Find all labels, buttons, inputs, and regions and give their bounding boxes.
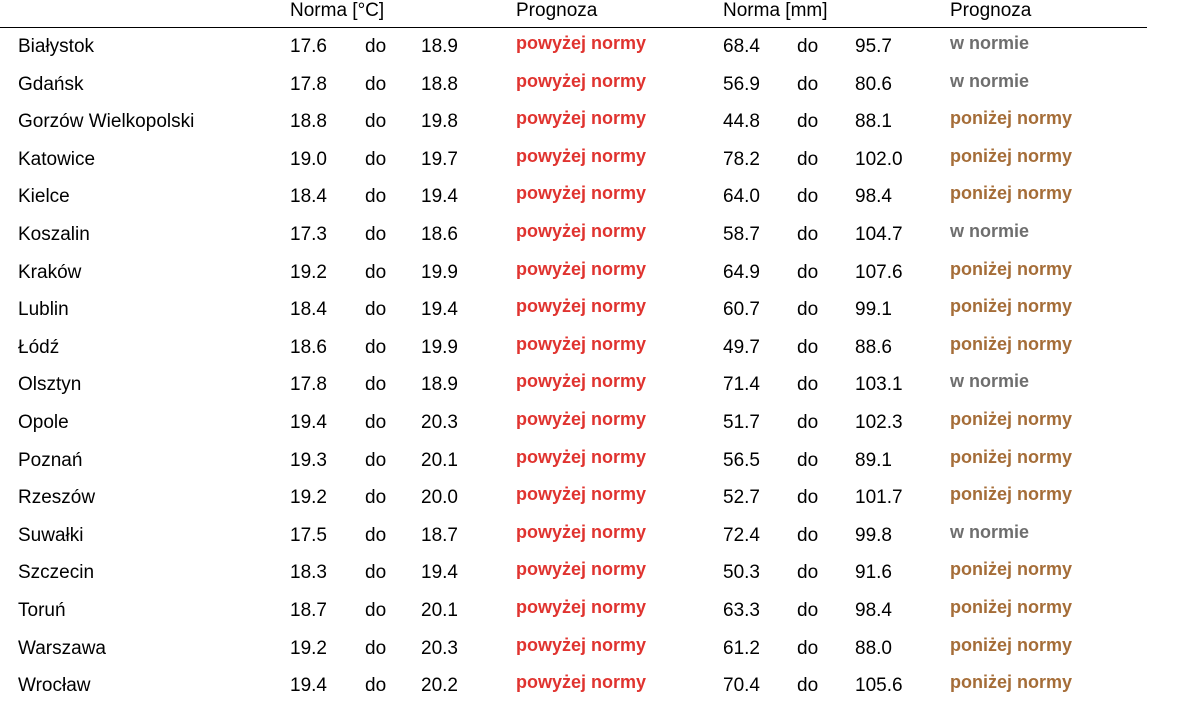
table-row	[0, 178, 1147, 215]
precip-norm-separator: do	[797, 487, 819, 509]
precip-norm-min: 68.4	[723, 36, 760, 57]
precip-forecast-status: poniżej normy	[950, 409, 1073, 429]
precip-forecast-status: w normie	[950, 371, 1030, 392]
city-name: Warszawa	[18, 637, 106, 659]
precip-norm-max: 105.6	[855, 675, 903, 697]
precip-norm-max: 98.4	[855, 600, 892, 621]
temp-norm-separator: do	[365, 148, 387, 170]
precip-forecast-status: poniżej normy	[950, 333, 1073, 354]
precip-norm-separator: do	[797, 148, 819, 170]
precip-norm-min: 71.4	[723, 374, 760, 396]
precip-forecast-status: poniżej normy	[950, 108, 1073, 129]
temp-norm-max: 19.9	[421, 336, 458, 358]
temp-norm-max: 18.6	[421, 224, 458, 245]
table-row	[0, 141, 1147, 178]
temp-forecast-status: powyżej normy	[516, 145, 647, 166]
temp-forecast-status: powyżej normy	[516, 559, 647, 580]
table-row	[0, 66, 1147, 103]
precip-forecast-status: w normie	[950, 521, 1030, 542]
temp-norm-separator: do	[365, 412, 387, 433]
temp-norm-min: 19.4	[290, 412, 327, 433]
temp-norm-separator: do	[365, 524, 387, 546]
temp-forecast-status: powyżej normy	[516, 672, 647, 693]
precip-norm-separator: do	[797, 449, 819, 471]
city-name: Rzeszów	[18, 487, 96, 509]
precip-norm-min: 64.0	[723, 186, 760, 208]
precip-norm-separator: do	[797, 36, 819, 57]
temp-forecast-status: powyżej normy	[516, 597, 647, 617]
precip-norm-max: 89.1	[855, 449, 892, 471]
header-precip-norm: Norma [mm]	[723, 0, 828, 21]
temp-norm-min: 18.6	[290, 336, 327, 358]
precip-norm-separator: do	[797, 524, 819, 546]
precip-norm-min: 64.9	[723, 261, 760, 283]
city-name: Kraków	[18, 261, 82, 283]
temp-norm-max: 20.1	[421, 449, 458, 471]
precip-norm-max: 88.6	[855, 336, 892, 358]
precip-norm-max: 102.3	[855, 412, 903, 433]
temp-forecast-status: powyżej normy	[516, 333, 647, 354]
precip-norm-min: 56.9	[723, 73, 760, 95]
temp-norm-separator: do	[365, 36, 387, 57]
temp-norm-max: 18.8	[421, 73, 458, 95]
precip-forecast-status: w normie	[950, 33, 1030, 53]
temp-forecast-status: powyżej normy	[516, 634, 647, 655]
precip-norm-max: 98.4	[855, 186, 892, 208]
temp-forecast-status: powyżej normy	[516, 409, 647, 429]
temp-forecast-status: powyżej normy	[516, 221, 647, 241]
table-row	[0, 667, 1147, 704]
temp-norm-max: 18.9	[421, 374, 458, 396]
city-name: Wrocław	[18, 675, 91, 697]
city-name: Poznań	[18, 449, 83, 471]
precip-norm-max: 80.6	[855, 73, 892, 95]
precip-norm-max: 99.8	[855, 524, 892, 546]
precip-norm-max: 88.0	[855, 637, 892, 659]
temp-norm-separator: do	[365, 675, 387, 697]
city-name: Olsztyn	[18, 374, 82, 396]
city-name: Opole	[18, 412, 69, 433]
precip-norm-min: 50.3	[723, 562, 760, 584]
precip-norm-min: 63.3	[723, 600, 760, 621]
precip-norm-min: 58.7	[723, 224, 760, 245]
city-name: Białystok	[18, 36, 95, 57]
precip-norm-min: 49.7	[723, 336, 760, 358]
temp-norm-separator: do	[365, 261, 387, 283]
temp-norm-max: 19.8	[421, 111, 458, 133]
table-row	[0, 291, 1147, 328]
precip-norm-min: 51.7	[723, 412, 760, 433]
header-precip-forecast: Prognoza	[950, 0, 1032, 21]
temp-norm-min: 18.8	[290, 111, 327, 133]
temp-norm-min: 17.6	[290, 36, 327, 57]
city-name: Gorzów Wielkopolski	[18, 111, 195, 133]
precip-norm-max: 107.6	[855, 261, 903, 283]
temp-norm-max: 18.7	[421, 524, 458, 546]
city-name: Katowice	[18, 148, 96, 170]
precip-forecast-status: poniżej normy	[950, 183, 1073, 204]
temp-norm-separator: do	[365, 186, 387, 208]
temp-norm-max: 20.3	[421, 637, 458, 659]
precip-norm-separator: do	[797, 374, 819, 396]
precip-norm-separator: do	[797, 562, 819, 584]
temp-norm-min: 17.8	[290, 374, 327, 396]
precip-norm-max: 91.6	[855, 562, 892, 584]
precip-norm-min: 44.8	[723, 111, 760, 133]
temp-forecast-status: powyżej normy	[516, 484, 647, 505]
temp-norm-min: 19.0	[290, 148, 327, 170]
temp-forecast-status: powyżej normy	[516, 70, 647, 91]
temp-norm-max: 20.1	[421, 600, 458, 621]
table-row	[0, 479, 1147, 516]
table-row	[0, 630, 1147, 667]
precip-forecast-status: poniżej normy	[950, 634, 1073, 655]
temp-forecast-status: powyżej normy	[516, 296, 647, 317]
city-name: Toruń	[18, 600, 66, 621]
temp-norm-min: 17.5	[290, 524, 327, 546]
temp-forecast-status: powyżej normy	[516, 33, 647, 53]
table-row	[0, 442, 1147, 479]
precip-norm-separator: do	[797, 224, 819, 245]
temp-forecast-status: powyżej normy	[516, 371, 647, 392]
precip-norm-min: 60.7	[723, 299, 760, 321]
precip-norm-min: 52.7	[723, 487, 760, 509]
temp-forecast-status: powyżej normy	[516, 521, 647, 542]
precip-norm-min: 70.4	[723, 675, 760, 697]
city-name: Suwałki	[18, 524, 84, 546]
table-row	[0, 329, 1147, 366]
precip-forecast-status: poniżej normy	[950, 258, 1073, 279]
precip-forecast-status: poniżej normy	[950, 559, 1073, 580]
table-row	[0, 366, 1147, 403]
header-temp-norm: Norma [°C]	[290, 0, 385, 21]
precip-norm-max: 102.0	[855, 148, 903, 170]
header-temp-forecast: Prognoza	[516, 0, 598, 21]
table-row	[0, 28, 1147, 65]
precip-norm-min: 56.5	[723, 449, 760, 471]
temp-norm-separator: do	[365, 299, 387, 321]
temp-norm-min: 19.2	[290, 487, 327, 509]
temp-forecast-status: powyżej normy	[516, 446, 647, 467]
precip-forecast-status: w normie	[950, 221, 1030, 241]
city-name: Lublin	[18, 299, 69, 321]
temp-norm-separator: do	[365, 449, 387, 471]
city-name: Kielce	[18, 186, 70, 208]
precip-norm-separator: do	[797, 73, 819, 95]
precip-forecast-status: poniżej normy	[950, 296, 1073, 317]
temp-norm-max: 18.9	[421, 36, 458, 57]
temp-norm-min: 18.7	[290, 600, 327, 621]
temp-norm-separator: do	[365, 111, 387, 133]
temp-norm-min: 17.8	[290, 73, 327, 95]
temp-norm-min: 17.3	[290, 224, 327, 245]
temp-norm-separator: do	[365, 637, 387, 659]
precip-norm-min: 78.2	[723, 148, 760, 170]
table-row	[0, 103, 1147, 140]
table-row	[0, 254, 1147, 291]
city-name: Szczecin	[18, 562, 95, 584]
city-name: Łódź	[18, 336, 60, 358]
temp-norm-min: 19.3	[290, 449, 327, 471]
temp-norm-separator: do	[365, 336, 387, 358]
temp-norm-max: 19.4	[421, 562, 458, 584]
precip-norm-max: 104.7	[855, 224, 903, 245]
precip-norm-max: 101.7	[855, 487, 903, 509]
table-row	[0, 592, 1147, 629]
precip-norm-min: 61.2	[723, 637, 760, 659]
temp-norm-max: 20.3	[421, 412, 458, 433]
precip-forecast-status: poniżej normy	[950, 446, 1073, 467]
temp-norm-min: 19.2	[290, 261, 327, 283]
temp-norm-max: 19.4	[421, 186, 458, 208]
precip-norm-max: 88.1	[855, 111, 892, 133]
temp-norm-min: 19.4	[290, 675, 327, 697]
temp-norm-max: 20.0	[421, 487, 458, 509]
temp-norm-max: 19.4	[421, 299, 458, 321]
precip-norm-separator: do	[797, 299, 819, 321]
precip-norm-min: 72.4	[723, 524, 760, 546]
precip-forecast-status: poniżej normy	[950, 597, 1073, 617]
temp-norm-separator: do	[365, 224, 387, 245]
precip-norm-separator: do	[797, 261, 819, 283]
temp-norm-separator: do	[365, 374, 387, 396]
precip-norm-max: 99.1	[855, 299, 892, 321]
temp-norm-min: 18.4	[290, 186, 327, 208]
precip-norm-separator: do	[797, 336, 819, 358]
table-row	[0, 216, 1147, 253]
table-row	[0, 404, 1147, 441]
temp-norm-separator: do	[365, 600, 387, 621]
precip-forecast-status: w normie	[950, 70, 1030, 91]
city-name: Koszalin	[18, 224, 90, 245]
temp-norm-max: 20.2	[421, 675, 458, 697]
temp-norm-separator: do	[365, 487, 387, 509]
table-row	[0, 517, 1147, 554]
temp-norm-min: 19.2	[290, 637, 327, 659]
precip-forecast-status: poniżej normy	[950, 672, 1073, 693]
precip-forecast-status: poniżej normy	[950, 145, 1073, 166]
temp-norm-min: 18.3	[290, 562, 327, 584]
city-name: Gdańsk	[18, 73, 84, 95]
temp-norm-min: 18.4	[290, 299, 327, 321]
precip-norm-separator: do	[797, 111, 819, 133]
temp-norm-separator: do	[365, 73, 387, 95]
temp-forecast-status: powyżej normy	[516, 183, 647, 204]
temp-norm-max: 19.7	[421, 148, 458, 170]
precip-norm-separator: do	[797, 412, 819, 433]
precip-norm-separator: do	[797, 675, 819, 697]
temp-norm-max: 19.9	[421, 261, 458, 283]
precip-norm-separator: do	[797, 637, 819, 659]
temp-norm-separator: do	[365, 562, 387, 584]
table-row	[0, 554, 1147, 591]
precip-norm-max: 95.7	[855, 36, 892, 57]
temp-forecast-status: powyżej normy	[516, 258, 647, 279]
precip-forecast-status: poniżej normy	[950, 484, 1073, 505]
temp-forecast-status: powyżej normy	[516, 108, 647, 129]
precip-norm-separator: do	[797, 600, 819, 621]
precip-norm-separator: do	[797, 186, 819, 208]
precip-norm-max: 103.1	[855, 374, 903, 396]
